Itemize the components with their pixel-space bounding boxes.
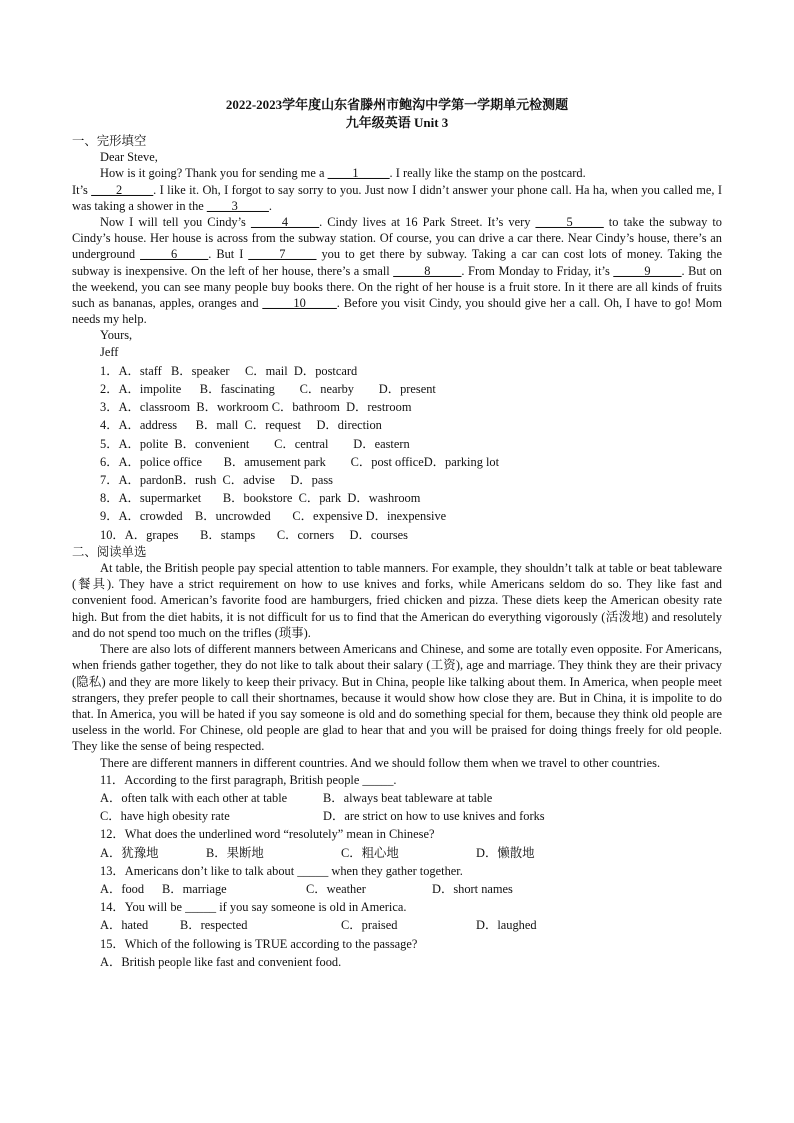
- question-12-options: A．犹豫地 B．果断地 C．粗心地 D．懒散地: [100, 845, 535, 860]
- question-11-options-row2: C．have high obesity rate D．are strict on how to use knives and forks: [100, 809, 545, 824]
- reading-paragraph-2: There are also lots of different manners between Americans and Chinese, and some are totally even opposite. For Americans, when friends gather together, they do not like to talk about their salary (工资), age and marriage. They think they are their privacy (隐私) and they are more likely to keep their privacy. But in China, people like talking about them. In America, when people meet strangers, they prefer people to call their shortnames, because it would show how close they are. But in China, it is impolite to do that. In America, you will be hated if you say someone is old and do something special for them, because they think old people are useless in the world. For Chinese, old people are glad to hear that and you will be praised for doing things freely for old people. They like the sense of being respected.: [72, 642, 722, 754]
- cloze-option-line: 3．A．classroom B．workroom C．bathroom D．restroom: [100, 400, 412, 415]
- blank-2: ____2_____: [91, 182, 154, 197]
- blank-1: ____1_____: [327, 166, 390, 181]
- cloze-option-line: 6．A．police office B．amusement park C．post officeD．parking lot: [100, 454, 500, 469]
- blank-6: _____6_____: [140, 247, 209, 262]
- cloze-option-line: 9．A．crowded B．uncrowded C．expensive D．inexpensive: [100, 509, 447, 524]
- blank-3: ____3_____: [206, 198, 269, 213]
- question-14-options: A．hated B．respected C．praised D．laughed: [100, 918, 537, 933]
- letter-salutation: Dear Steve,: [100, 150, 158, 165]
- letter-paragraph-3: Now I will tell you Cindy’s _____4_____. Cindy lives at 16 Park Street. It’s very _____5_____ to take the subway to Cindy’s house. Her house is across from the subway station. Of course, you can drive a car there. Near Cindy’s house, there’s an underground _____6_____. But I _____7_____ you to get there by subway. Taking a car can cost lots of money. Taking the subway is inexpensive. On the left of her house, there’s a small _____8_____. From Monday to Friday, it’s _____9_____. But on the weekend, you can see many people buy books there. On the right of her house is a fruit store. In it there are all kinds of fruits such as bananas, apples, oranges and _____10_____. Before you visit Cindy, you should give her a call. Oh, I have to go! Mom needs my help.: [72, 215, 722, 327]
- exam-title: 2022-2023学年度山东省滕州市鲍沟中学第一学期单元检测题: [225, 97, 569, 112]
- question-15-option-a: A．British people like fast and convenient food.: [100, 954, 342, 969]
- question-13: 13．Americans don’t like to talk about _____ when they gather together.: [100, 863, 463, 878]
- reading-paragraph-1: At table, the British people pay special attention to table manners. For example, they shouldn’t talk at table or beat tableware (餐具). They have a strict requirement on how to use knives and forks, while Americans seldom do so. They like fast and convenient food. American’s favorite food are hamburgers, fried chicken and pizza. These diets keep the American obesity rate high. But from the diet habits, it is not difficult for us to find that the American do everything vigorously (活泼地) and resolutely and do not spend too much on the trifles (琐事).: [72, 561, 722, 640]
- cloze-option-line: 8．A．supermarket B．bookstore C．park D．washroom: [100, 491, 421, 506]
- cloze-option-line: 4．A．address B．mall C．request D．direction: [100, 418, 382, 433]
- section1-heading: 一、完形填空: [72, 134, 147, 148]
- letter-paragraph-1: How is it going? Thank you for sending me a ____1_____. I really like the stamp on the postcard.: [100, 166, 586, 181]
- question-15: 15．Which of the following is TRUE according to the passage?: [100, 936, 418, 951]
- reading-questions: [0, 771, 794, 971]
- letter-closing: Yours,: [100, 328, 133, 343]
- cloze-option-line: 10．A．grapes B．stamps C．corners D．courses: [100, 527, 409, 542]
- question-14: 14．You will be _____ if you say someone is old in America.: [100, 900, 407, 915]
- question-12: 12．What does the underlined word “resolutely” mean in Chinese?: [100, 827, 435, 842]
- cloze-option-line: 2．A．impolite B．fascinating C．nearby D．present: [100, 382, 436, 397]
- cloze-option-line: 1．A．staff B．speaker C．mail D．postcard: [100, 363, 358, 378]
- question-11-options-row1: A．often talk with each other at table B．always beat tableware at table: [100, 790, 493, 805]
- cloze-option-line: 7．A．pardonB．rush C．advise D．pass: [100, 473, 333, 488]
- section2-heading: 二、阅读单选: [72, 544, 147, 559]
- exam-subtitle: 九年级英语 Unit 3: [345, 115, 449, 130]
- letter-signature: Jeff: [100, 344, 119, 359]
- blank-5: _____5_____: [535, 215, 604, 230]
- blank-10: _____10_____: [262, 296, 337, 311]
- cloze-options: [0, 362, 794, 544]
- blank-7: _____7_____: [248, 247, 317, 262]
- cloze-option-line: 5．A．polite B．convenient C．central D．eastern: [100, 436, 410, 451]
- blank-9: _____9_____: [613, 263, 682, 278]
- letter-paragraph-2: It’s ____2_____. I like it. Oh, I forgot to say sorry to you. Just now I didn’t answer your phone call. Ha ha, when you called me, I was taking a shower in the ____3_____.: [72, 182, 722, 213]
- document-page: [0, 96, 794, 971]
- question-11: 11．According to the first paragraph, British people _____.: [100, 772, 397, 787]
- question-13-options: A．food B．marriage C．weather D．short names: [100, 881, 513, 896]
- reading-paragraph-3: There are different manners in different countries. And we should follow them when we travel to other countries.: [100, 755, 661, 770]
- blank-8: _____8_____: [393, 263, 462, 278]
- blank-4: _____4_____: [250, 215, 320, 230]
